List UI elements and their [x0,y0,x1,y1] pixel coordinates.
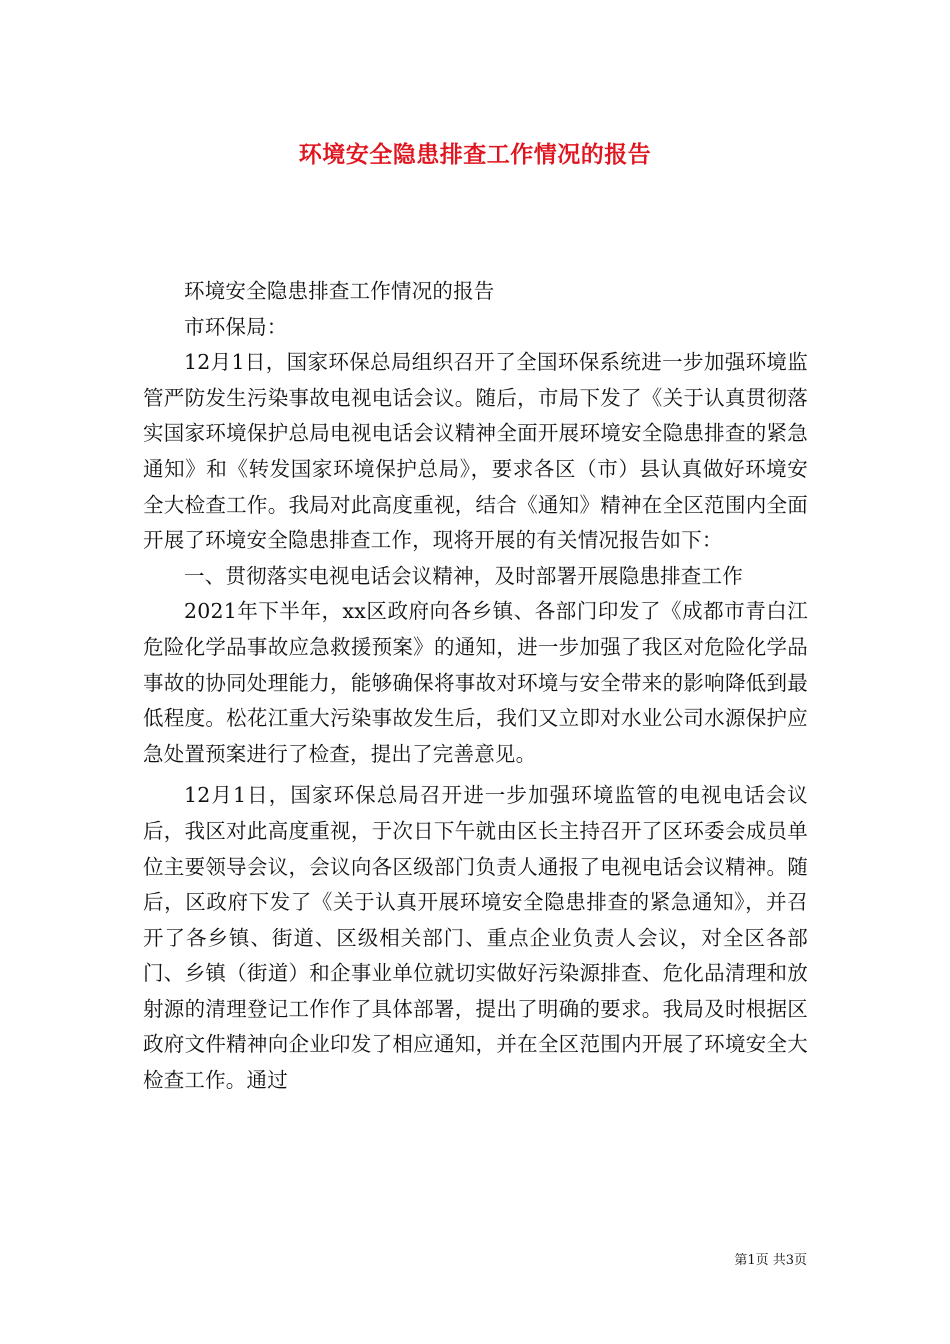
document-body [143,274,808,1099]
paragraph-body: 12月1日，国家环保总局召开进一步加强环境监管的电视电话会议后，我区对此高度重视，于次日下午就由区长主持召开了区环委会成员单位主要领导会议，会议向各区级部门负责人通报了电视电话会议精神。随后，区政府下发了《关于认真开展环境安全隐患排查的紧急通知》，并召开了各乡镇、街道、区级相关部门、重点企业负责人会议，对全区各部门、乡镇（街道）和企事业单位就切实做好污染源排查、危化品清理和放射源的清理登记工作作了具体部署，提出了明确的要求。我局及时根据区政府文件精神向企业印发了相应通知，并在全区范围内开展了环境安全大检查工作。通过 [143,783,808,1093]
page-title: 环境安全隐患排查工作情况的报告 [298,141,652,168]
paragraph-intro: 12月1日，国家环保总局组织召开了全国环保系统进一步加强环境监管严防发生污染事故电视电话会议。随后，市局下发了《关于认真贯彻落实国家环境保护总局电视电话会议精神全面开展环境安全隐患排查的紧急通知》和《转发国家环境保护总局》，要求各区（市）县认真做好环境安全大检查工作。我局对此高度重视，结合《通知》精神在全区范围内全面开展了环境安全隐患排查工作，现将开展的有关情况报告如下： [143,350,808,553]
page-number: 第1页 共3页 [734,1253,807,1268]
paragraph-body: 2021年下半年，xx区政府向各乡镇、各部门印发了《成都市青白江危险化学品事故应急救援预案》的通知，进一步加强了我区对危险化学品事故的协同处理能力，能够确保将事故对环境与安全带来的影响降低到最低程度。松花江重大污染事故发生后，我们又立即对水业公司水源保护应急处置预案进行了检查，提出了完善意见。 [143,599,808,766]
paragraph-heading: 环境安全隐患排查工作情况的报告 [184,279,495,303]
paragraph-salutation: 市环保局： [184,314,288,339]
paragraph-section-heading: 一、贯彻落实电视电话会议精神，及时部署开展隐患排查工作 [184,563,743,588]
